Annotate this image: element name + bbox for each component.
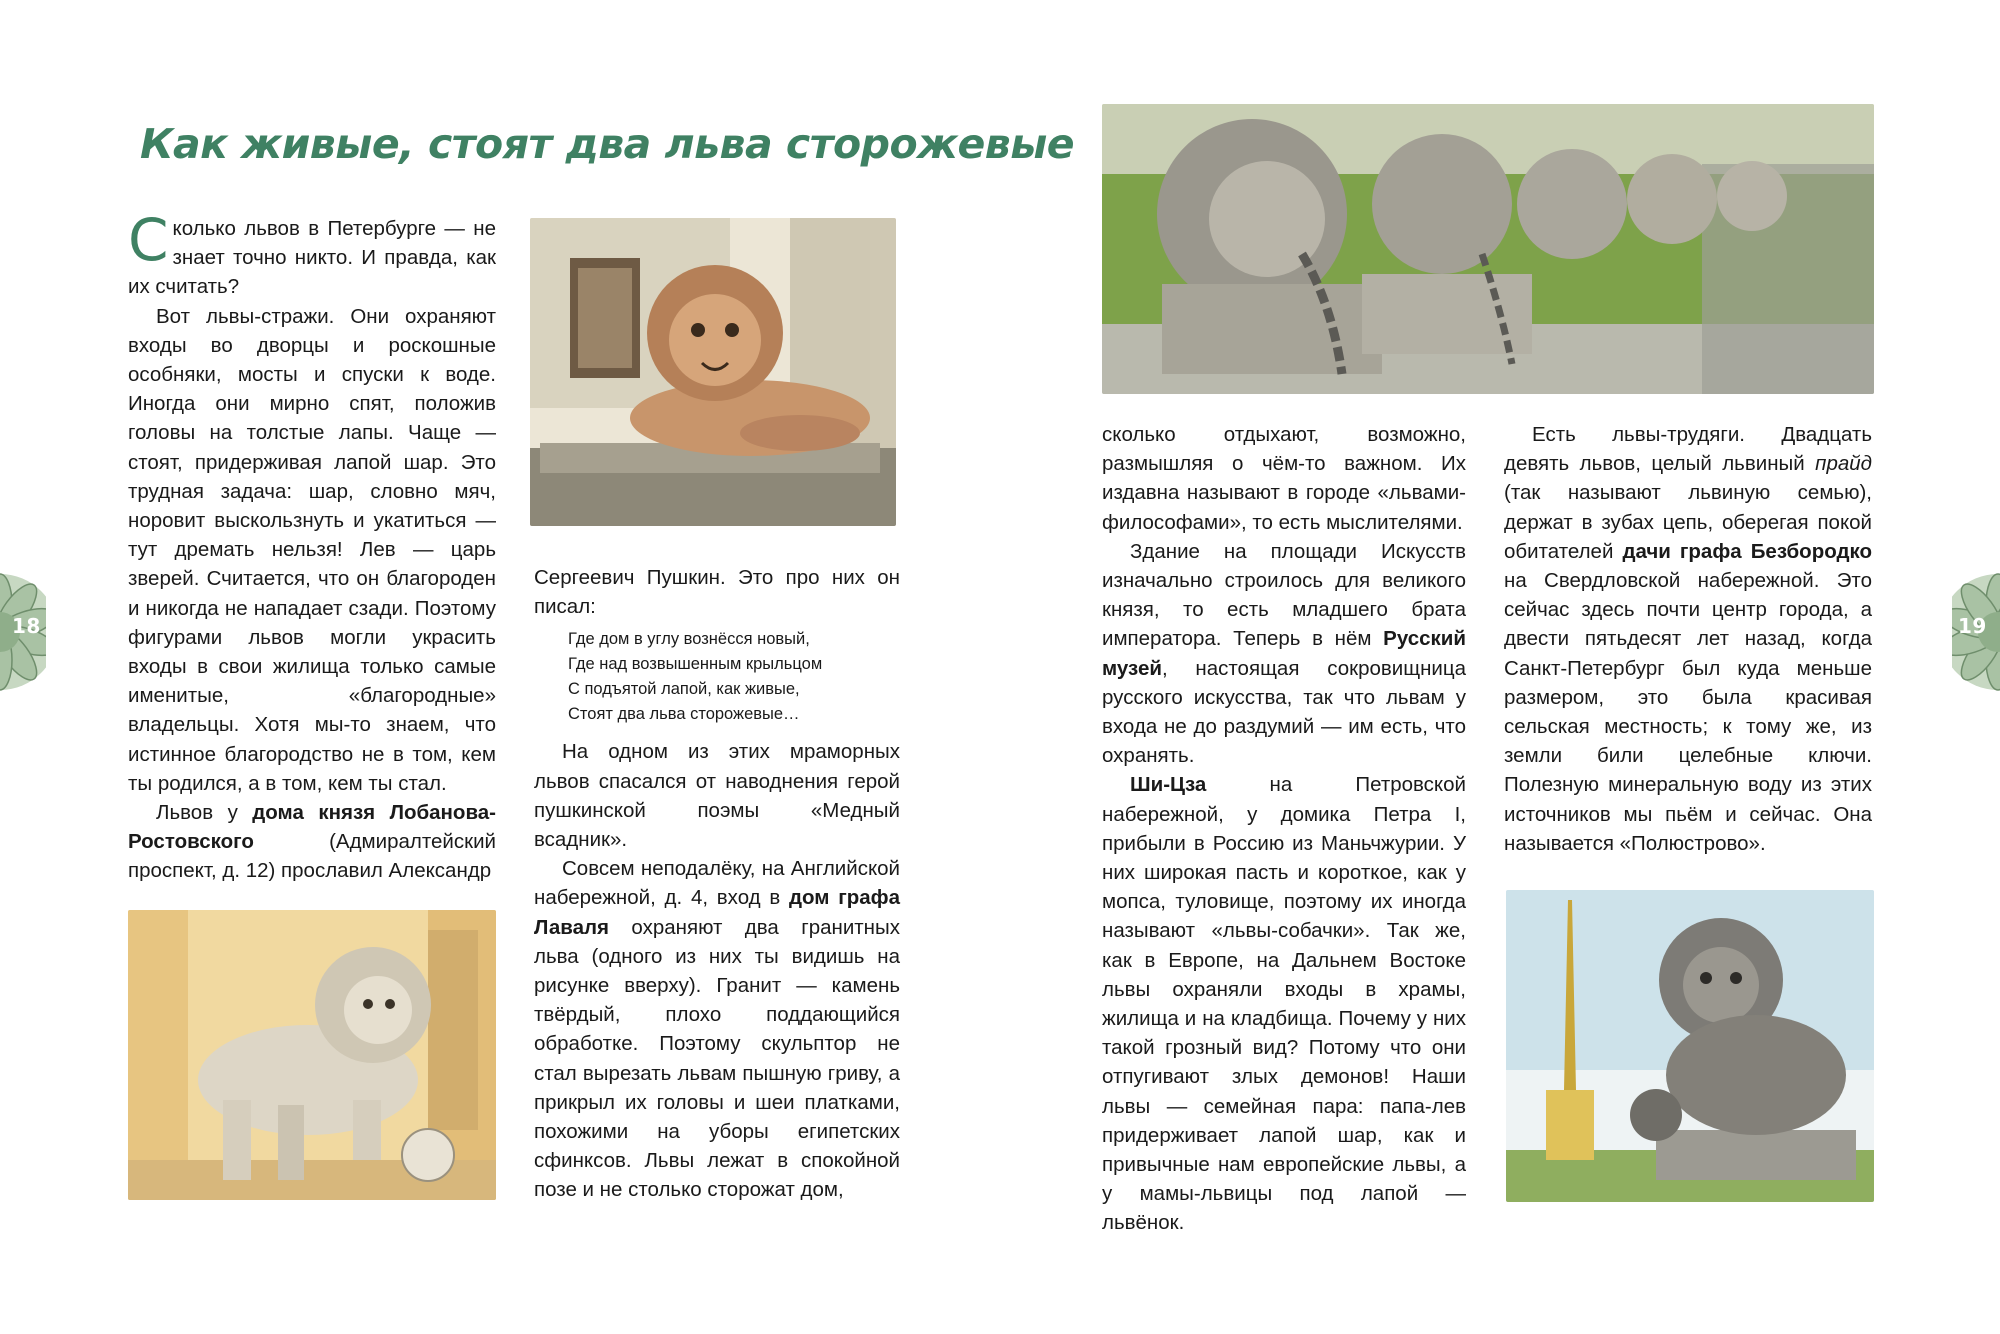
paragraph-lobanov: Львов у дома князя Лобанова-Ростовского (Адмиралтейский проспект, д. 12) прославил Александр: [128, 801, 496, 883]
verse-line: Где дом в углу вознёсся новый,: [568, 630, 810, 649]
drop-cap: С: [128, 206, 169, 274]
text-column-2: [534, 563, 900, 1205]
pushkin-verse: [568, 627, 900, 727]
paragraph-intro: Сколько львов в Петербурге — не знает точно никто. И правда, как их считать?: [128, 206, 496, 299]
paragraph-guards: Вот львы-стражи. Они охраняют входы во дворцы и роскошные особняки, мосты и спуски к воде. Иногда они мирно спят, положив головы на толстые лапы. Чаще — стоят, придерживая лапой шар. Это трудная задача: шар, словно мяч, норовит выскользнуть и укатиться — тут дремать нельзя! Лев — царь зверей. Считается, что он благороден и никогда не нападает сзади. Поэтому фигурами львов могли украсить входы в свои жилища только самые именитые, «благородные» владельцы. Хотя мы-то знаем, что истинное благородство не в том, кем ты родился, а в том, кем ты стал.: [128, 304, 496, 795]
text-column-1: [128, 206, 496, 886]
term-shi-tsza: Ши-Цза: [1130, 773, 1207, 797]
right-page: [1000, 0, 2000, 1334]
verse-line: Стоят два льва сторожевые…: [568, 705, 800, 724]
illustration-lion-with-ball: [128, 910, 496, 1200]
text-column-3: [1102, 420, 1466, 1238]
text-column-4: [1504, 420, 1872, 858]
illustration-reclining-lion: [530, 218, 896, 526]
illustration-chained-lions: [1102, 104, 1874, 394]
paragraph-bezborodko: Есть львы-трудяги. Двадцать девять львов, целый львиный прайд (так называют львиную семью), держат в зубах цепь, оберегая покой обитателей дачи графа Безбородко на Свердловской набережной. Это сейчас здесь почти центр города, а двести пятьдесят лет назад, когда Санкт-Петербург был куда меньше размером, это была красивая сельская местность; к тому же, из земли били целебные ключи. Полезную минеральную воду из этих источников мы пьём и сейчас. Она называется «Полюстрово».: [1504, 423, 1873, 855]
paragraph-russian-museum: Здание на площади Искусств изначально строилось для великого князя, то есть младшего брата императора. Теперь в нём Русский музей, настоящая сокровищница русского искусства, так что львам у входа не до раздумий — им есть, что охранять.: [1102, 539, 1466, 768]
page-number-right: 19: [1958, 614, 1987, 638]
illustration-chinese-lion: [1506, 890, 1874, 1202]
term-pride: прайд: [1815, 452, 1872, 476]
paragraph-pushkin: Сергеевич Пушкин. Это про них он писал:: [534, 566, 900, 619]
page-number-left: 18: [12, 614, 41, 638]
place-laval-house: дом графа Лаваля: [534, 886, 900, 939]
page-title: Как живые, стоят два льва сторожевые: [140, 120, 1075, 168]
place-bezborodko-dacha: дачи графа Безбородко: [1622, 539, 1873, 563]
paragraph-laval: Совсем неподалёку, на Английской набережной, д. 4, вход в дом графа Лаваля охраняют два гранитных льва (одного из них ты видишь на рисунке вверху). Гранит — камень твёрдый, плохо поддающийся обработке. Поэтому скульптор не стал вырезать львам пышную гриву, а прикрыл их головы и шеи платками, похожими на уборы египетских сфинксов. Львы лежат в спокойной позе и не столько сторожат дом,: [534, 857, 900, 1202]
verse-line: Где над возвышенным крыльцом: [568, 655, 823, 674]
place-lobanov-house: дома князя Лобанова-Ростовского: [128, 801, 496, 854]
paragraph-shi-tsza: Ши-Цза на Петровской набережной, у домика Петра I, прибыли в Россию из Маньчжурии. У них широкая пасть и короткое, как у мопса, туловище, поэтому их иногда называют «львы-собачки». Так же, как в Европе, на Дальнем Востоке львы охраняли входы в храмы, жилища и на кладбища. Почему у них такой грозный вид? Потому что они отпугивают злых демонов! Наши львы — семейная пара: папа-лев придерживает лапой шар, как и привычные нам европейские львы, а у мамы-львицы под лапой — львёнок.: [1102, 773, 1466, 1235]
verse-line: С подъятой лапой, как живые,: [568, 680, 800, 699]
paragraph-philosophers: сколько отдыхают, возможно, размышляя о чём-то важном. Их издавна называют в городе «львами-философами», то есть мыслителями.: [1102, 423, 1466, 534]
place-russian-museum: Русский музей: [1102, 627, 1466, 680]
paragraph-bronze-horseman: На одном из этих мраморных львов спасался от наводнения герой пушкинской поэмы «Медный всадник».: [534, 740, 900, 852]
